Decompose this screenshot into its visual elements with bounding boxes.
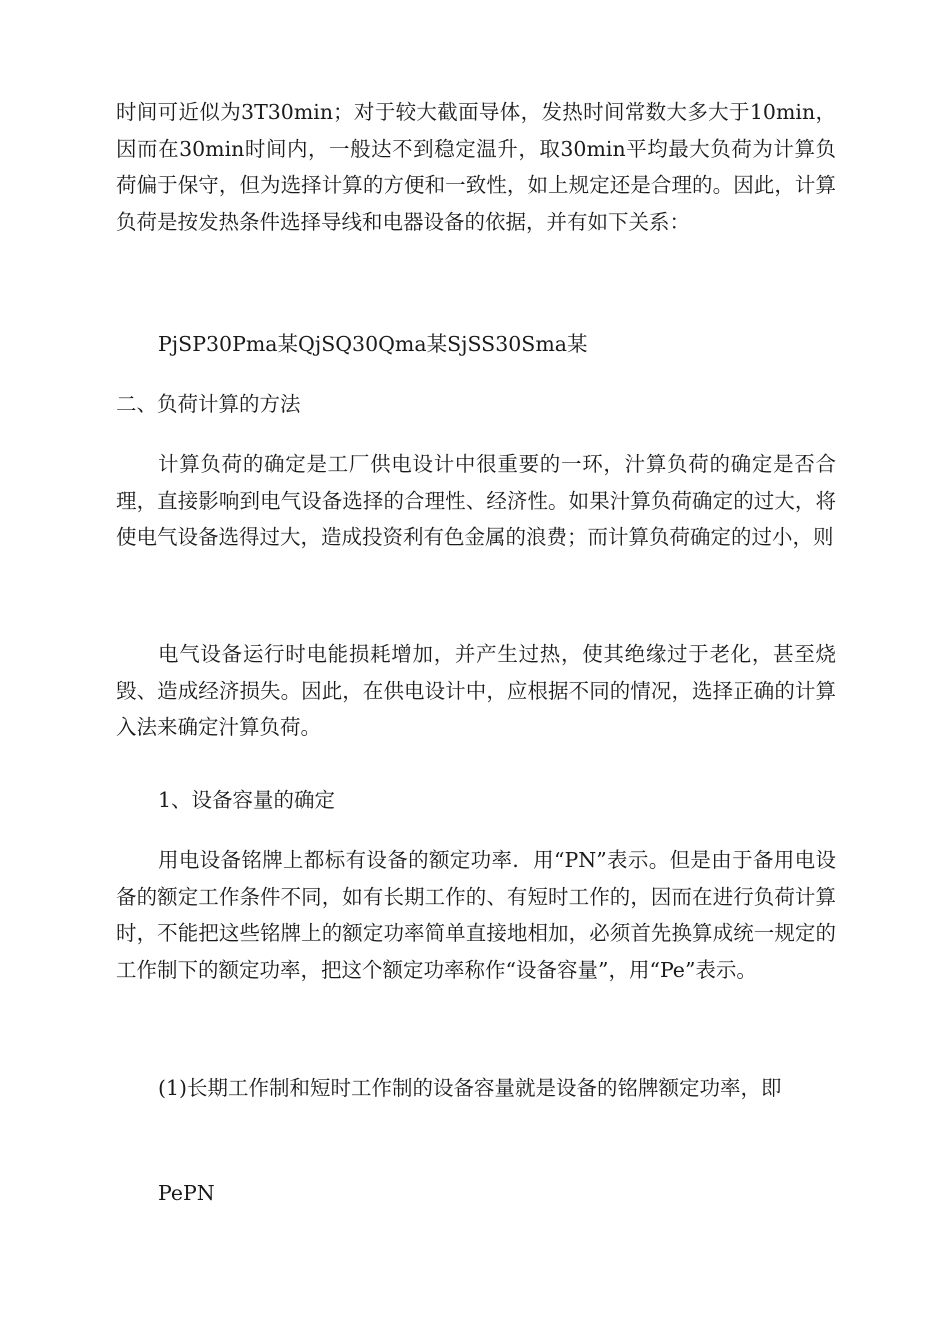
subheading-equipment-capacity: 1、设备容量的确定 bbox=[158, 788, 336, 812]
paragraph-overheating-loss: 电气设备运行时电能损耗增加，并产生过热，使其绝缘过于老化，甚至烧毁、造成经济损失。因此，在供电设计中，应根据不同的情况，选择正确的计算入法来确定汁算负荷。 bbox=[116, 642, 836, 739]
formula-calculated-load: PjSP30Pma某QjSQ30Qma某SjSS30Sma某 bbox=[158, 332, 588, 356]
paragraph-rated-power: 用电设备铭牌上都标有设备的额定功率．用“PN”表示。但是由于备用电设备的额定工作条件不同，如有长期工作的、有短时工作的，因而在进行负荷计算时，不能把这些铭牌上的额定功率简单直接地相加，必须首先换算成统一规定的工作制下的额定功率，把这个额定功率称作“设备容量”，用“Pe”表示。 bbox=[116, 848, 836, 982]
section-heading-load-calculation: 二、负荷计算的方法 bbox=[116, 392, 301, 416]
paragraph-load-determination: 计算负荷的确定是工厂供电设计中很重要的一环，汁算负荷的确定是否合理，直接影响到电气设备选择的合理性、经济性。如果汁算负荷确定的过大，将使电气设备选得过大，造成投资利有色金属的浪费；而计算负荷确定的过小，则 bbox=[116, 452, 836, 549]
formula-pe-pn: PePN bbox=[158, 1181, 215, 1205]
paragraph-long-term-duty: (1)长期工作制和短时工作制的设备容量就是设备的铭牌额定功率，即 bbox=[158, 1076, 782, 1100]
paragraph-heat-time-constant: 时间可近似为3T30min；对于较大截面导体，发热时间常数大多大于10min，因而在30min时间内，一般达不到稳定温升，取30min平均最大负荷为计算负荷偏于保守，但为选择计算的方便和一致性，如上规定还是合理的。因此，计算负荷是按发热条件选择导线和电器设备的依据，并有如下关系： bbox=[116, 100, 836, 234]
